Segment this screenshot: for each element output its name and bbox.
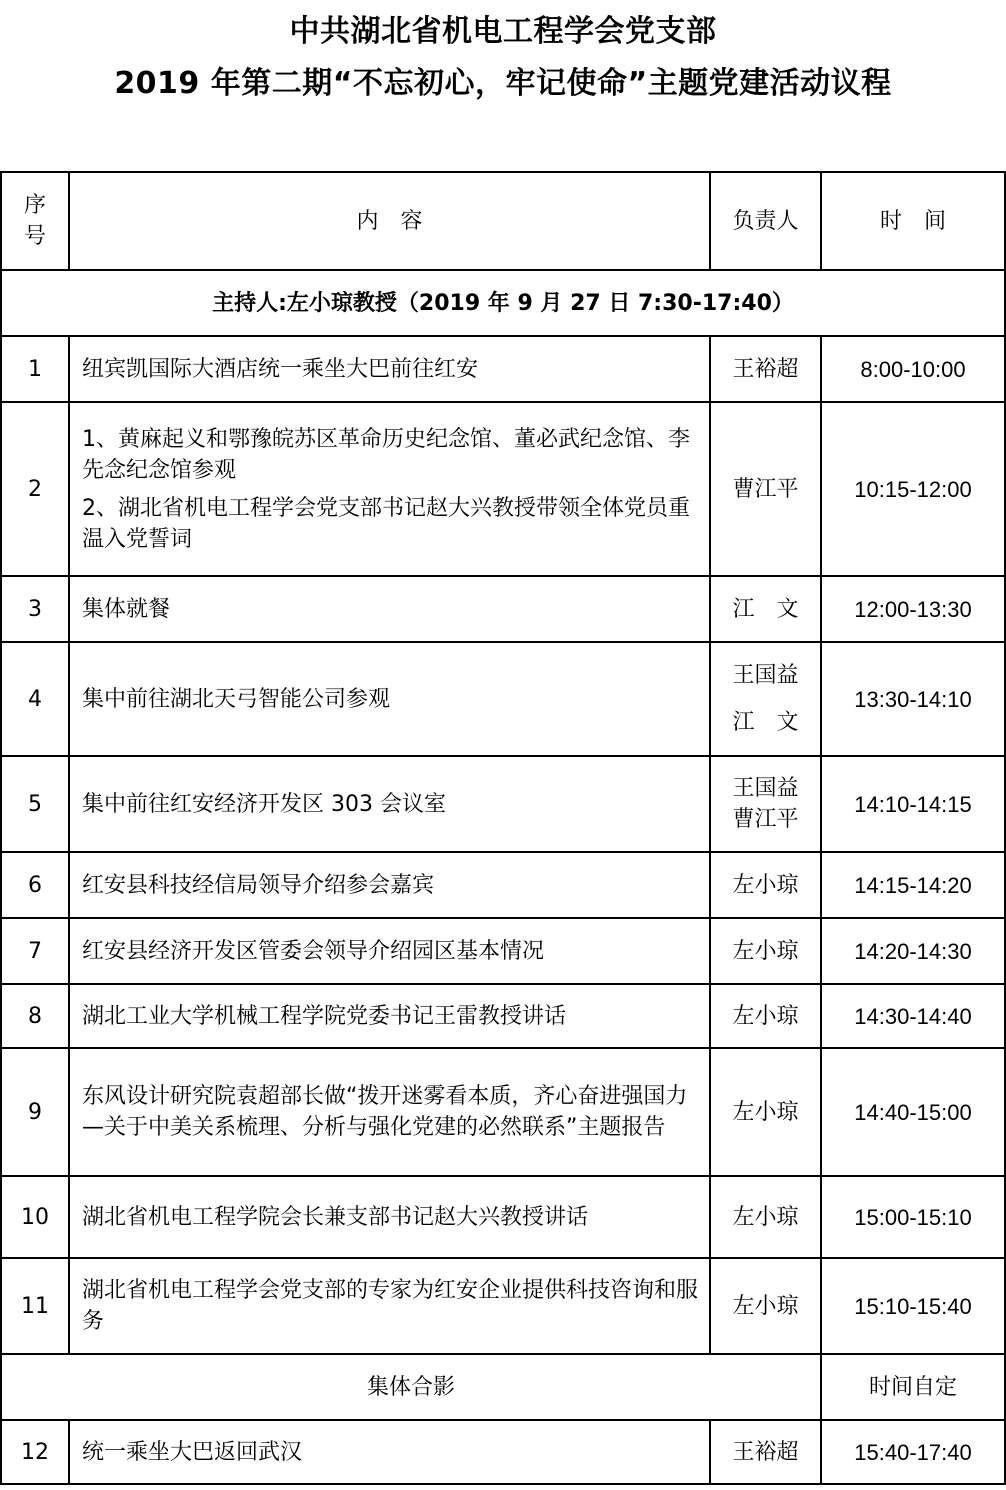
person-name: 曹江平 xyxy=(732,476,799,502)
content-paragraph: 1、黄麻起义和鄂豫皖苏区革命历史纪念馆、董必武纪念馆、李先念纪念馆参观 xyxy=(82,426,690,483)
row-person xyxy=(710,1258,821,1354)
row-number: 3 xyxy=(1,576,69,642)
row-person xyxy=(710,576,821,642)
row-number: 11 xyxy=(1,1258,69,1354)
table-row-9 xyxy=(1,1048,1005,1176)
row-person xyxy=(710,918,821,984)
row-number: 9 xyxy=(1,1048,69,1176)
row-person: 王裕超 xyxy=(710,1420,821,1484)
content-paragraph: 湖北省机电工程学会党支部的专家为红安企业提供科技咨询和服务 xyxy=(82,1278,699,1334)
table-row-11 xyxy=(1,1258,1005,1354)
person-name: 王裕超 xyxy=(732,356,799,382)
row-person xyxy=(710,984,821,1048)
row-content: 统一乘坐大巴返回武汉 xyxy=(69,1420,710,1484)
person-name: 曹江平 xyxy=(732,807,799,832)
photo-row xyxy=(1,1354,1005,1420)
content-paragraph: 集体就餐 xyxy=(82,596,171,622)
photo-content: 集体合影 xyxy=(1,1354,821,1420)
row-content xyxy=(69,918,710,984)
row-time: 14:10-14:15 xyxy=(821,756,1005,852)
row-content xyxy=(69,1258,710,1354)
table-row-1 xyxy=(1,336,1005,402)
row-time: 15:00-15:10 xyxy=(821,1176,1005,1258)
table-row-10 xyxy=(1,1176,1005,1258)
row-content xyxy=(69,1048,710,1176)
person-name: 左小琼 xyxy=(732,1099,799,1125)
row-time: 10:15-12:00 xyxy=(821,402,1005,576)
row-time: 14:30-14:40 xyxy=(821,984,1005,1048)
person-name: 王国益 xyxy=(732,776,799,801)
row-time: 15:10-15:40 xyxy=(821,1258,1005,1354)
table-row-5 xyxy=(1,756,1005,852)
row-number: 5 xyxy=(1,756,69,852)
row-person xyxy=(710,402,821,576)
document-title: 中共湖北省机电工程学会党支部 xyxy=(289,14,717,49)
table-row-6 xyxy=(1,852,1005,918)
header-time: 时 间 xyxy=(821,172,1005,270)
row-number: 2 xyxy=(1,402,69,576)
row-content xyxy=(69,1176,710,1258)
row-person xyxy=(710,336,821,402)
person-name: 左小琼 xyxy=(732,1003,799,1029)
row-content xyxy=(69,756,710,852)
row-number: 4 xyxy=(1,642,69,756)
row-person xyxy=(710,1176,821,1258)
content-paragraph: 集中前往湖北天弓智能公司参观 xyxy=(82,686,391,712)
host-row xyxy=(1,270,1005,336)
table-row-3 xyxy=(1,576,1005,642)
row-time: 8:00-10:00 xyxy=(821,336,1005,402)
row-number: 12 xyxy=(1,1420,69,1484)
person-name: 左小琼 xyxy=(732,938,799,964)
content-paragraph: 东风设计研究院袁超部长做“拨开迷雾看本质，齐心奋进强国力—关于中美关系梳理、分析与强化党建的必然联系”主题报告 xyxy=(82,1084,688,1140)
agenda-table xyxy=(0,171,1006,1485)
row-person xyxy=(710,852,821,918)
header-person: 负责人 xyxy=(710,172,821,270)
row-person xyxy=(710,756,821,852)
row-time: 13:30-14:10 xyxy=(821,642,1005,756)
row-time: 12:00-13:30 xyxy=(821,576,1005,642)
header-content: 内 容 xyxy=(69,172,710,270)
row-number: 7 xyxy=(1,918,69,984)
header-number: 序 号 xyxy=(1,172,69,270)
row-time: 14:20-14:30 xyxy=(821,918,1005,984)
row-number: 8 xyxy=(1,984,69,1048)
table-row-8 xyxy=(1,984,1005,1048)
person-name: 王国益 xyxy=(732,663,799,688)
row-content xyxy=(69,852,710,918)
host-info: 主持人:左小琼教授（2019 年 9 月 27 日 7:30-17:40） xyxy=(1,270,1005,336)
person-name: 左小琼 xyxy=(732,872,799,898)
content-paragraph: 2、湖北省机电工程学会党支部书记赵大兴教授带领全体党员重温入党誓词 xyxy=(82,495,690,552)
person-name: 江 文 xyxy=(732,710,799,735)
content-paragraph: 纽宾凯国际大酒店统一乘坐大巴前往红安 xyxy=(82,356,479,382)
table-row-2 xyxy=(1,402,1005,576)
row-number: 6 xyxy=(1,852,69,918)
agenda-rows xyxy=(1,336,1005,1354)
content-paragraph: 湖北省机电工程学院会长兼支部书记赵大兴教授讲话 xyxy=(82,1204,589,1230)
row-time: 14:15-14:20 xyxy=(821,852,1005,918)
row-person xyxy=(710,1048,821,1176)
table-row-7 xyxy=(1,918,1005,984)
person-name: 左小琼 xyxy=(732,1293,799,1319)
person-name: 左小琼 xyxy=(732,1204,799,1230)
row-time: 15:40-17:40 xyxy=(821,1420,1005,1484)
table-row-12 xyxy=(1,1420,1005,1484)
row-content xyxy=(69,336,710,402)
table-header-row xyxy=(1,172,1005,270)
document-subtitle: 2019 年第二期“不忘初心，牢记使命”主题党建活动议程 xyxy=(114,66,892,101)
table-row-4 xyxy=(1,642,1005,756)
row-number: 10 xyxy=(1,1176,69,1258)
content-paragraph: 红安县科技经信局领导介绍参会嘉宾 xyxy=(82,872,435,898)
content-paragraph: 红安县经济开发区管委会领导介绍园区基本情况 xyxy=(82,938,545,964)
row-content xyxy=(69,642,710,756)
content-paragraph: 湖北工业大学机械工程学院党委书记王雷教授讲话 xyxy=(82,1003,567,1029)
row-content xyxy=(69,576,710,642)
content-paragraph: 集中前往红安经济开发区 303 会议室 xyxy=(82,791,446,817)
row-content xyxy=(69,984,710,1048)
row-content xyxy=(69,402,710,576)
row-number: 1 xyxy=(1,336,69,402)
row-time: 14:40-15:00 xyxy=(821,1048,1005,1176)
row-person xyxy=(710,642,821,756)
photo-time: 时间自定 xyxy=(821,1354,1005,1420)
person-name: 江 文 xyxy=(732,596,799,622)
